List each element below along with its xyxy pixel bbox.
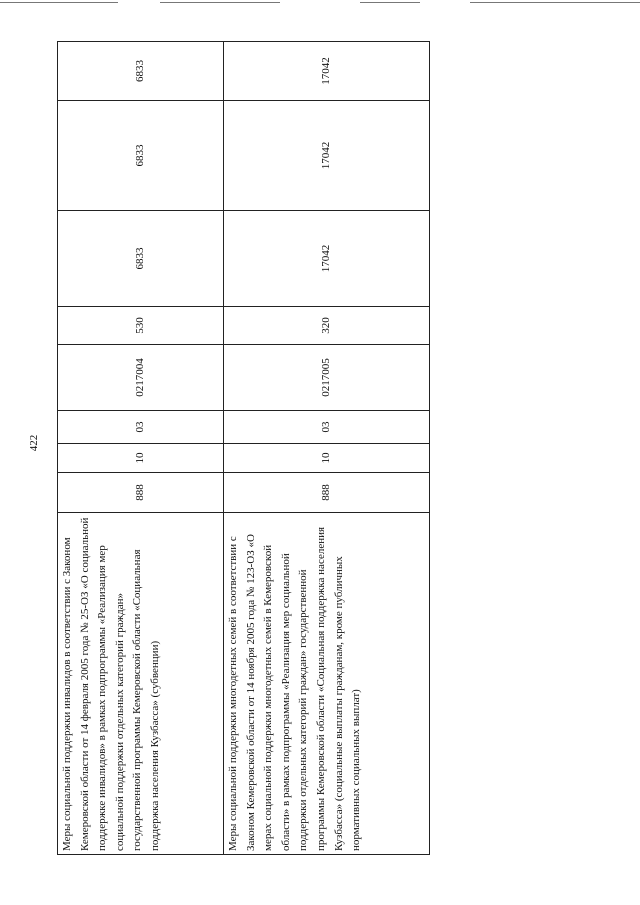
amount-year-1: 17042 (224, 211, 430, 307)
table-row (224, 42, 430, 855)
rotated-table-container (57, 42, 429, 855)
expense-type-code: 320 (224, 307, 430, 345)
scan-edge-line (160, 2, 280, 3)
expense-type-code: 530 (58, 307, 224, 345)
amount-year-3: 6833 (58, 42, 224, 101)
subsection-code: 03 (224, 411, 430, 444)
page-number: 422 (28, 434, 40, 452)
amount-year-2: 17042 (224, 101, 430, 211)
scan-edge-line (360, 2, 420, 3)
admin-code: 888 (224, 473, 430, 513)
amount-year-1: 6833 (58, 211, 224, 307)
budget-table (57, 41, 430, 855)
scan-edge-line (470, 2, 640, 3)
section-code: 10 (224, 444, 430, 473)
amount-year-2: 6833 (58, 101, 224, 211)
article-code: 0217004 (58, 345, 224, 411)
article-code: 0217005 (224, 345, 430, 411)
row-description: Меры социальной поддержки многодетных семей в соответствии с Законом Кемеровской области от 14 ноября 2005 года № 123-ОЗ «О мерах социальной поддержки многодетных семей в Кемеровской области» в рамках подпрограммы «Реализация мер социальной поддержки отдельных категорий граждан» государственной программы Кемеровской области «Социальная поддержка населения Кузбасса» (социальные выплаты гражданам, кроме публичных нормативных социальных выплат) (224, 513, 430, 855)
row-description: Меры социальной поддержки инвалидов в соответствии с Законом Кемеровской области от 14 февраля 2005 года № 25-ОЗ «О социальной поддержке инвалидов» в рамках подпрограммы «Реализация мер социальной поддержки отдельных категорий граждан» государственной программы Кемеровской области «Социальная поддержка населения Кузбасса» (субвенции) (58, 513, 224, 855)
table-row (58, 42, 224, 855)
amount-year-3: 17042 (224, 42, 430, 101)
scan-edge-line (0, 2, 118, 3)
section-code: 10 (58, 444, 224, 473)
subsection-code: 03 (58, 411, 224, 444)
admin-code: 888 (58, 473, 224, 513)
